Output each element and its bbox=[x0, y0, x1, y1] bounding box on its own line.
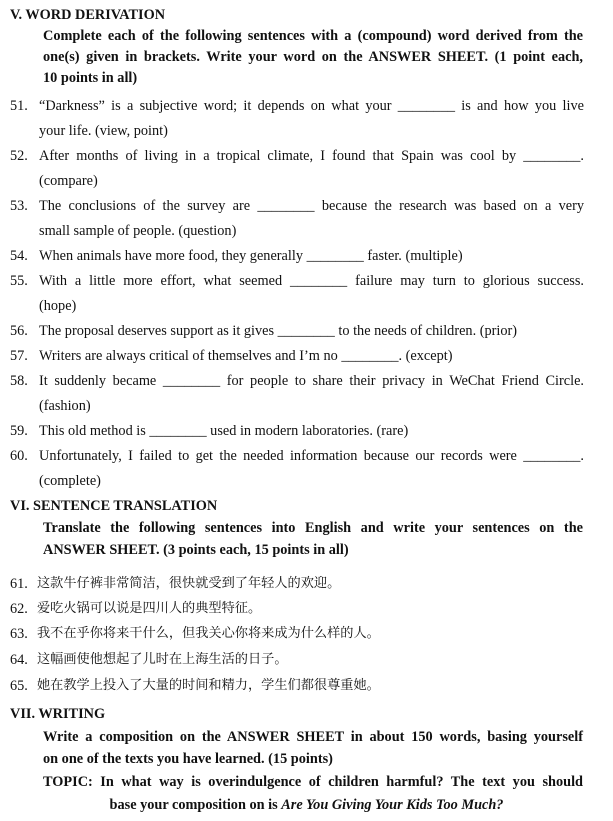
question-number: 62. bbox=[10, 601, 28, 617]
question-number: 52. bbox=[10, 148, 28, 164]
question-number: 53. bbox=[10, 198, 28, 214]
writing-topic-line bbox=[0, 796, 613, 814]
question-text: After months of living in a tropical climate, I found that Spain was cool by ________. bbox=[39, 148, 584, 164]
question-text: Unfortunately, I failed to get the needed information because our records were ________. bbox=[39, 448, 584, 464]
question-number: 60. bbox=[10, 448, 28, 464]
question-number: 58. bbox=[10, 373, 28, 389]
writing-topic: TOPIC: In what way is overindulgence of children harmful? The text you should bbox=[43, 774, 583, 790]
section-heading-sentence-translation: VI. SENTENCE TRANSLATION bbox=[10, 498, 218, 514]
translation-sentence: 我不在乎你将来干什么，但我关心你将来成为什么样的人。 bbox=[37, 626, 380, 641]
topic-prefix: base your composition on is bbox=[109, 797, 282, 813]
topic-text-title: Are You Giving Your Kids Too Much? bbox=[281, 797, 504, 813]
question-number: 59. bbox=[10, 423, 28, 439]
question-number: 55. bbox=[10, 273, 28, 289]
question-text: your life. (view, point) bbox=[39, 123, 168, 139]
question-number: 63. bbox=[10, 626, 28, 642]
question-text: It suddenly became ________ for people to share their privacy in WeChat Friend Circle. bbox=[39, 373, 584, 389]
translation-sentence: 这幅画使他想起了儿时在上海生活的日子。 bbox=[37, 652, 288, 667]
section-instructions: Translate the following sentences into English and write your sentences on the bbox=[43, 520, 583, 536]
question-text: small sample of people. (question) bbox=[39, 223, 237, 239]
translation-sentence: 爱吃火锅可以说是四川人的典型特征。 bbox=[37, 601, 262, 616]
question-text: With a little more effort, what seemed ________ failure may turn to glorious success. bbox=[39, 273, 584, 289]
question-text: The proposal deserves support as it gives ________ to the needs of children. (prior) bbox=[39, 323, 518, 339]
section-instructions: one(s) given in brackets. Write your word on the ANSWER SHEET. (1 point each, bbox=[43, 49, 583, 65]
question-text: (fashion) bbox=[39, 398, 91, 414]
question-number: 61. bbox=[10, 576, 28, 592]
section-instructions: Write a composition on the ANSWER SHEET in about 150 words, basing yourself bbox=[43, 729, 583, 745]
question-text: This old method is ________ used in modern laboratories. (rare) bbox=[39, 423, 409, 439]
question-number: 64. bbox=[10, 652, 28, 668]
question-number: 57. bbox=[10, 348, 28, 364]
section-heading-writing: VII. WRITING bbox=[10, 706, 106, 722]
question-text: When animals have more food, they generally ________ faster. (multiple) bbox=[39, 248, 463, 264]
section-heading-word-derivation: V. WORD DERIVATION bbox=[10, 7, 166, 23]
section-instructions: ANSWER SHEET. (3 points each, 15 points in all) bbox=[43, 542, 349, 558]
section-instructions: Complete each of the following sentences with a (compound) word derived from the bbox=[43, 28, 583, 44]
question-number: 54. bbox=[10, 248, 28, 264]
question-text: The conclusions of the survey are ________ because the research was based on a very bbox=[39, 198, 584, 214]
section-instructions: 10 points in all) bbox=[43, 70, 138, 86]
section-instructions: on one of the texts you have learned. (15 points) bbox=[43, 751, 333, 767]
question-number: 51. bbox=[10, 98, 28, 114]
question-text: Writers are always critical of themselves and I’m no ________. (except) bbox=[39, 348, 453, 364]
question-text: “Darkness” is a subjective word; it depends on what your ________ is and how you live bbox=[39, 98, 584, 114]
translation-sentence: 她在教学上投入了大量的时间和精力，学生们都很尊重她。 bbox=[37, 678, 380, 693]
translation-sentence: 这款牛仔裤非常简洁，很快就受到了年轻人的欢迎。 bbox=[37, 576, 341, 591]
question-text: (complete) bbox=[39, 473, 101, 489]
question-number: 56. bbox=[10, 323, 28, 339]
question-text: (compare) bbox=[39, 173, 98, 189]
question-text: (hope) bbox=[39, 298, 77, 314]
question-number: 65. bbox=[10, 678, 28, 694]
